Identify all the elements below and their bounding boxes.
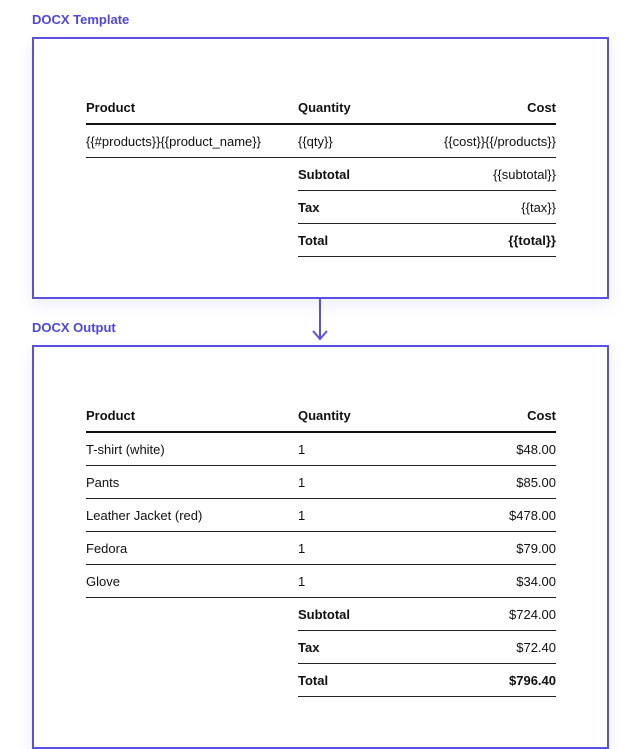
quantity-cell: 1 <box>298 565 408 598</box>
template-tax-row <box>86 191 556 224</box>
product-cell: Fedora <box>86 532 298 565</box>
empty-cell <box>86 631 298 664</box>
cost-cell: $34.00 <box>408 565 556 598</box>
total-label: Total <box>298 664 408 697</box>
quantity-cell: 1 <box>298 532 408 565</box>
quantity-header: Quantity <box>298 399 408 432</box>
cost-header: Cost <box>408 91 556 124</box>
total-label: Total <box>298 224 408 257</box>
cost-cell: $79.00 <box>408 532 556 565</box>
product-header: Product <box>86 91 298 124</box>
quantity-cell: 1 <box>298 466 408 499</box>
total-value: {{total}} <box>408 224 556 257</box>
tax-label: Tax <box>298 191 408 224</box>
quantity-header: Quantity <box>298 91 408 124</box>
total-value: $796.40 <box>408 664 556 697</box>
template-quantity-cell: {{qty}} <box>298 124 408 158</box>
subtotal-label: Subtotal <box>298 598 408 631</box>
template-document <box>32 37 609 299</box>
output-total-row <box>86 664 556 697</box>
template-section-title: DOCX Template <box>32 12 130 27</box>
output-header-row <box>86 399 556 432</box>
cost-cell: $48.00 <box>408 432 556 466</box>
product-cell: T-shirt (white) <box>86 432 298 466</box>
table-row <box>86 432 556 466</box>
down-arrow-icon <box>310 298 330 342</box>
output-subtotal-row <box>86 598 556 631</box>
empty-cell <box>86 191 298 224</box>
product-cell: Glove <box>86 565 298 598</box>
output-table <box>86 399 556 697</box>
cost-cell: $478.00 <box>408 499 556 532</box>
empty-cell <box>86 664 298 697</box>
product-cell: Pants <box>86 466 298 499</box>
output-section-title: DOCX Output <box>32 320 116 335</box>
template-table <box>86 91 556 257</box>
table-row <box>86 499 556 532</box>
quantity-cell: 1 <box>298 432 408 466</box>
product-cell: Leather Jacket (red) <box>86 499 298 532</box>
template-product-cell: {{#products}}{{product_name}} <box>86 124 298 158</box>
subtotal-label: Subtotal <box>298 158 408 191</box>
empty-cell <box>86 598 298 631</box>
template-header-row <box>86 91 556 124</box>
tax-label: Tax <box>298 631 408 664</box>
template-row <box>86 124 556 158</box>
template-total-row <box>86 224 556 257</box>
template-subtotal-row <box>86 158 556 191</box>
empty-cell <box>86 224 298 257</box>
table-row <box>86 466 556 499</box>
output-tax-row <box>86 631 556 664</box>
template-cost-cell: {{cost}}{{/products}} <box>408 124 556 158</box>
quantity-cell: 1 <box>298 499 408 532</box>
cost-header: Cost <box>408 399 556 432</box>
product-header: Product <box>86 399 298 432</box>
table-row <box>86 565 556 598</box>
tax-value: $72.40 <box>408 631 556 664</box>
output-document <box>32 345 609 749</box>
table-row <box>86 532 556 565</box>
tax-value: {{tax}} <box>408 191 556 224</box>
subtotal-value: {{subtotal}} <box>408 158 556 191</box>
cost-cell: $85.00 <box>408 466 556 499</box>
empty-cell <box>86 158 298 191</box>
subtotal-value: $724.00 <box>408 598 556 631</box>
